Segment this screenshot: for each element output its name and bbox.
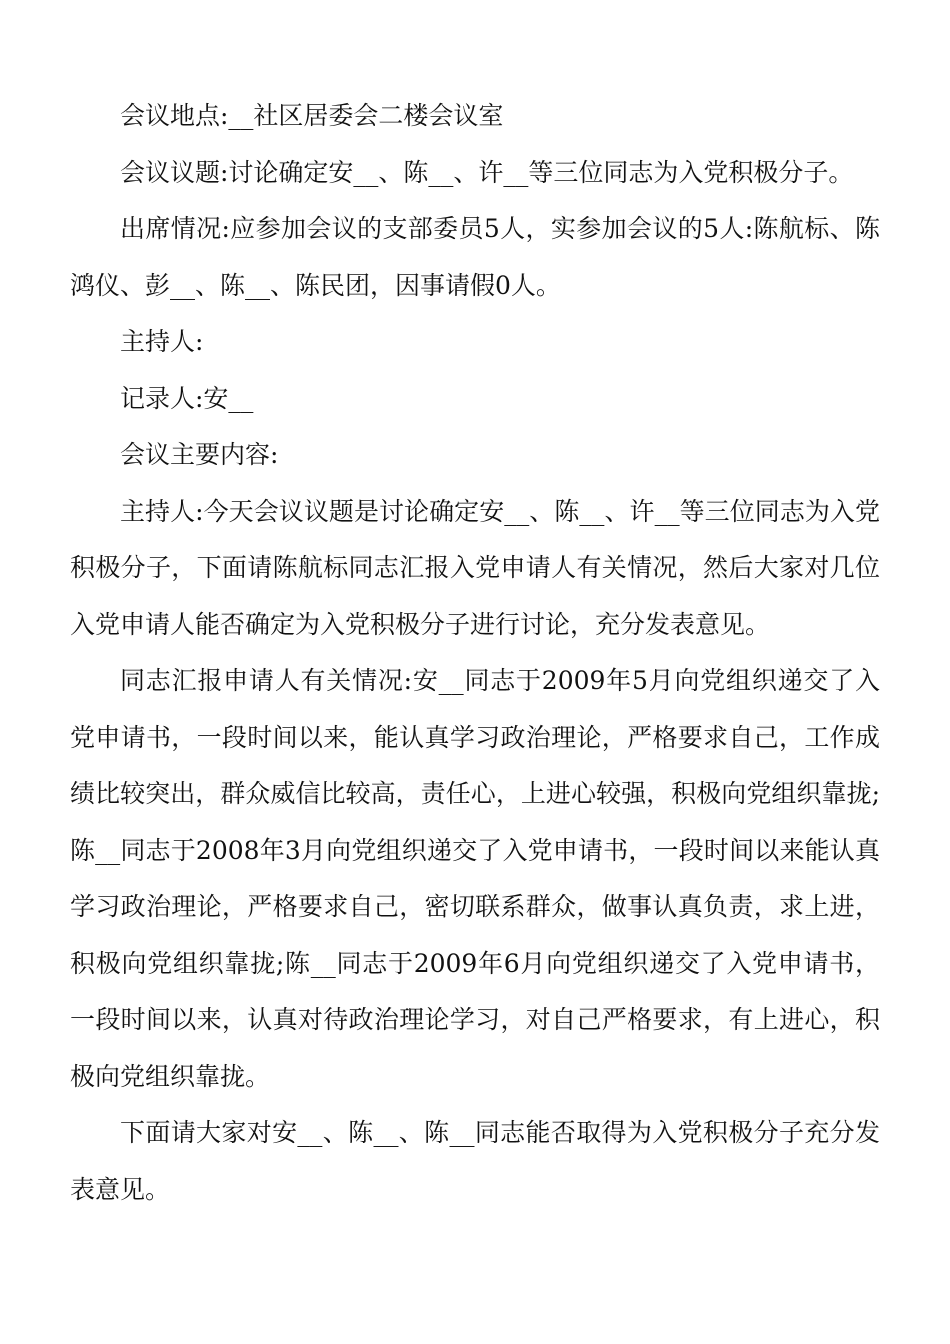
- host-opening: 主持人:今天会议议题是讨论确定安__、陈__、许__等三位同志为入党积极分子，下面请陈航标同志汇报入党申请人有关情况，然后大家对几位入党申请人能否确定为入党积极分子进行讨论，充分发表意见。: [70, 496, 880, 639]
- recorder: 记录人:安__: [120, 383, 254, 413]
- meeting-location: 会议地点:__社区居委会二楼会议室: [120, 101, 504, 130]
- attendance: 出席情况:应参加会议的支部委员5人，实参加会议的5人:陈航标、陈鸿仪、彭__、陈__、陈民团，因事请假0人。: [70, 214, 880, 300]
- meeting-topic: 会议议题:讨论确定安__、陈__、许__等三位同志为入党积极分子。: [120, 157, 854, 187]
- applicant-report: 同志汇报申请人有关情况:安__同志于2009年5月向党组织递交了入党申请书，一段时间以来，能认真学习政治理论，严格要求自己，工作成绩比较突出，群众威信比较高，责任心，上进心较强，积极向党组织靠拢;陈__同志于2008年3月向党组织递交了入党申请书，一段时间以来能认真学习政治理论，严格要求自己，密切联系群众，做事认真负责，求上进，积极向党组织靠拢;陈__同志于2009年6月向党组织递交了入党申请书，一段时间以来，认真对待政治理论学习，对自己严格要求，有上进心，积极向党组织靠拢。: [70, 666, 880, 1091]
- discussion-call: 下面请大家对安__、陈__、陈__同志能否取得为入党积极分子充分发表意见。: [70, 1118, 880, 1204]
- host: 主持人:: [120, 327, 204, 356]
- main-content-heading: 会议主要内容:: [120, 440, 279, 469]
- document-page: [70, 88, 880, 1218]
